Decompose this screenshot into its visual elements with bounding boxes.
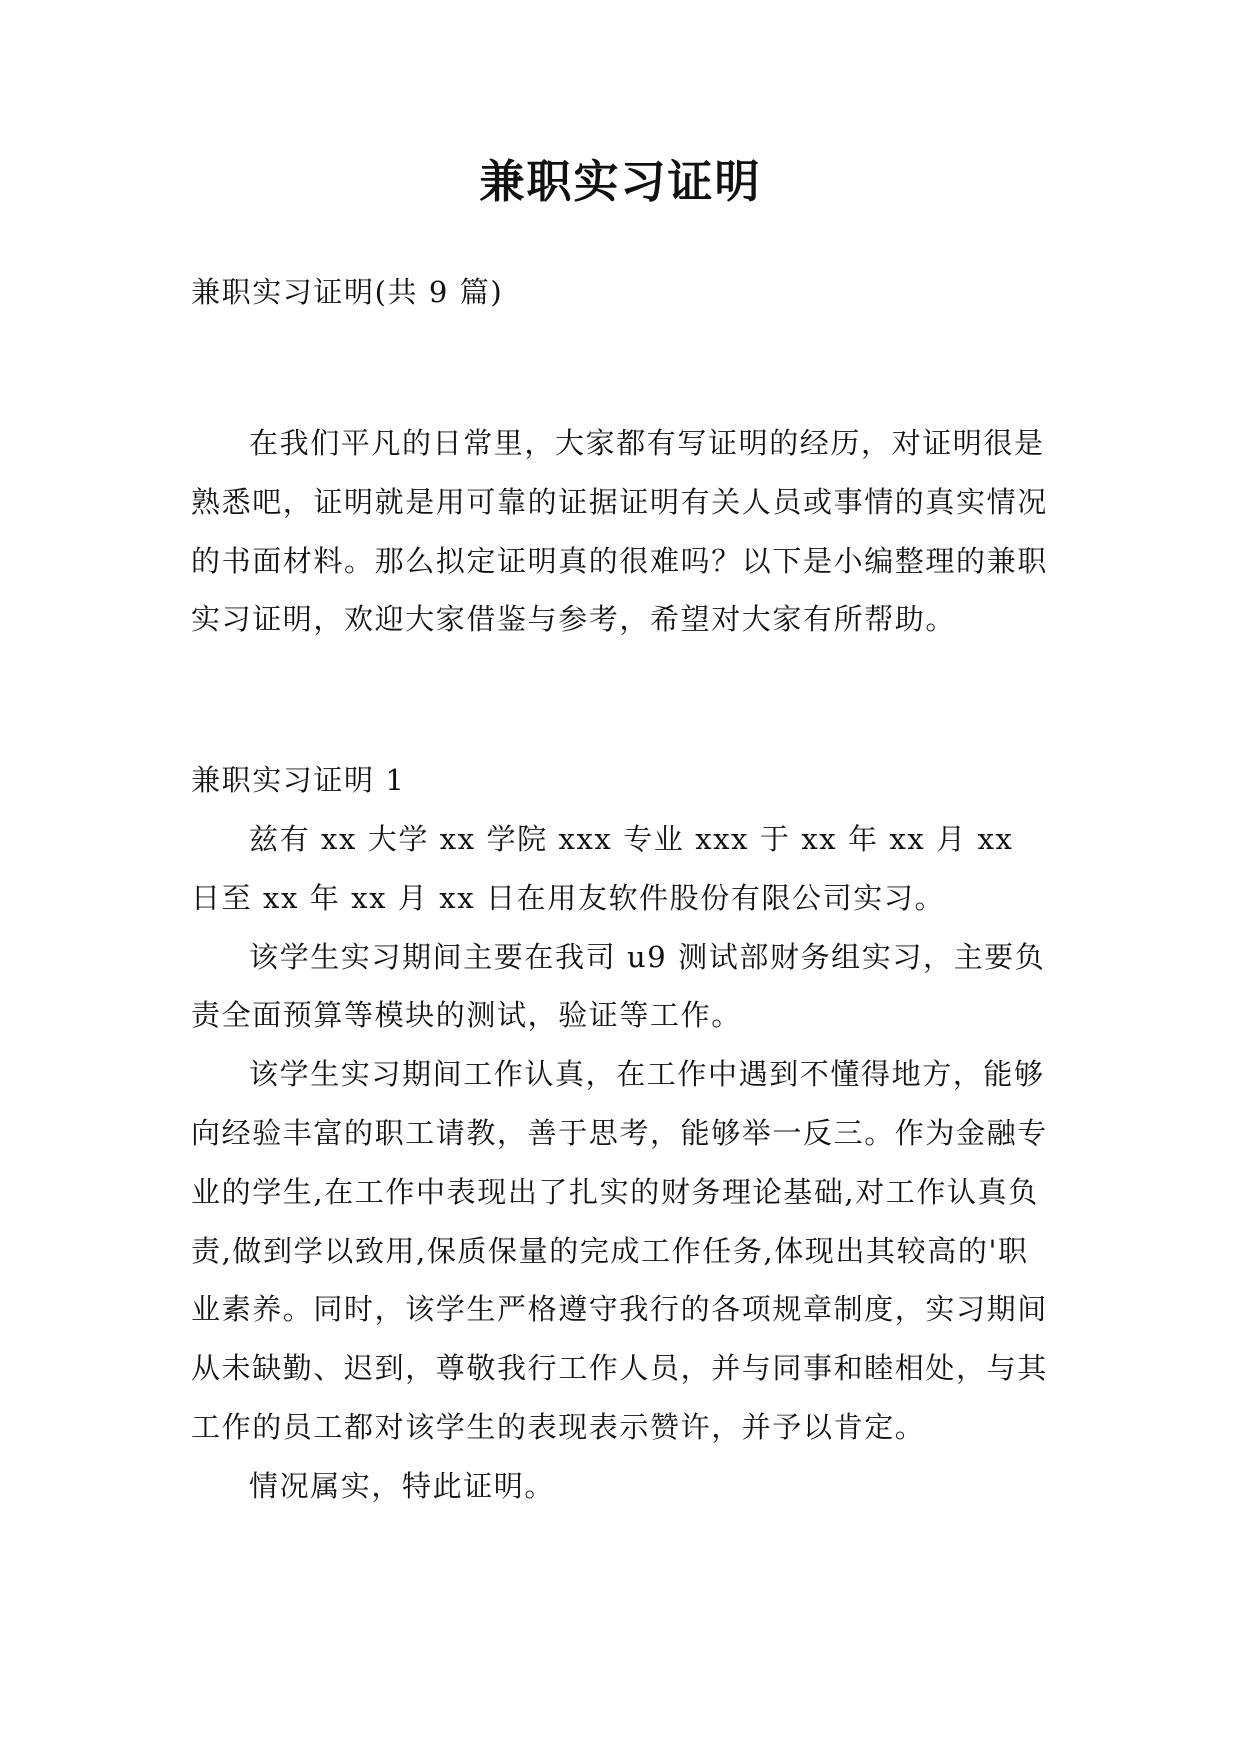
page-title: 兼职实习证明: [479, 155, 762, 208]
body-paragraph: 情况属实，特此证明。: [249, 1468, 556, 1503]
intro-paragraph: 在我们平凡的日常里，大家都有写证明的经历，对证明很是熟悉吧，证明就是用可靠的证据证明有关人员或事情的真实情况的书面材料。那么拟定证明真的很难吗？以下是小编整理的兼职实习证明，欢迎大家借鉴与参考，希望对大家有所帮助。: [191, 426, 1048, 637]
body-paragraph: 兹有 xx 大学 xx 学院 xxx 专业 xxx 于 xx 年 xx 月 xx 日至 xx 年 xx 月 xx 日在用友软件股份有限公司实习。: [191, 822, 1014, 915]
certificate-body: [191, 810, 1050, 1516]
section-heading: 兼职实习证明 1: [191, 763, 406, 797]
body-paragraph: 该学生实习期间主要在我司 u9 测试部财务组实习，主要负责全面预算等模块的测试，验证等工作。: [191, 939, 1046, 1033]
body-paragraph: 该学生实习期间工作认真，在工作中遇到不懂得地方，能够向经验丰富的职工请教，善于思考，能够举一反三。作为金融专业的学生,在工作中表现出了扎实的财务理论基础,对工作认真负责,做到学以致用,保质保量的完成工作任务,体现出其较高的'职业素养。同时，该学生严格遵守我行的各项规章制度，实习期间从未缺勤、迟到，尊敬我行工作人员，并与同事和睦相处，与其工作的员工都对该学生的表现表示赞许，并予以肯定。: [191, 1057, 1048, 1444]
document-subtitle: 兼职实习证明(共 9 篇): [191, 275, 504, 309]
